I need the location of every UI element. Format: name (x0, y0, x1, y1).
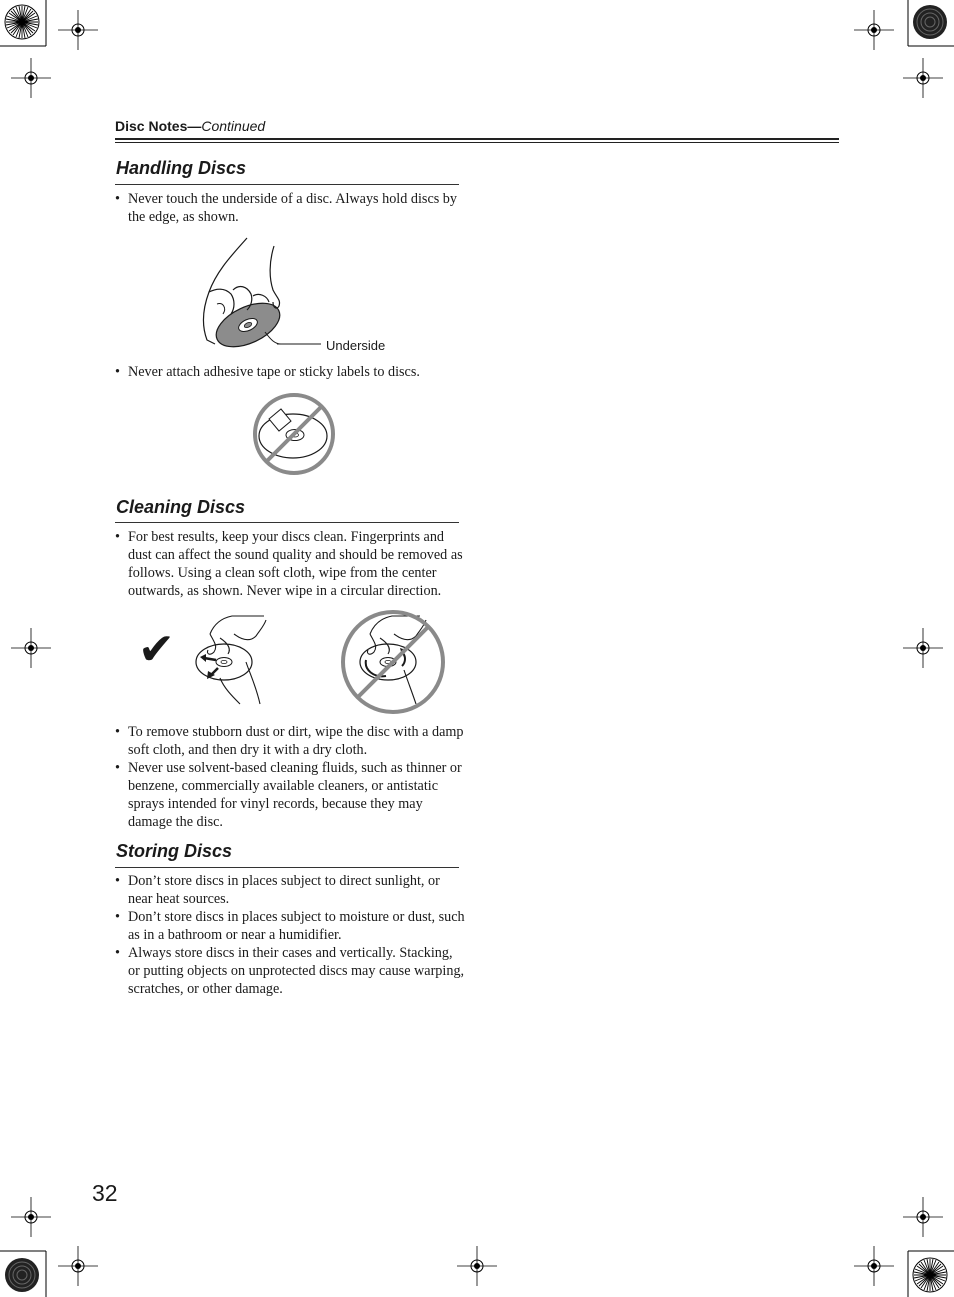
cleaning-discs-rule (115, 522, 459, 523)
running-header (115, 118, 265, 134)
header-rule-thin (115, 142, 839, 143)
handling-discs-heading: Handling Discs (116, 158, 247, 178)
handling-bullets-2 (115, 363, 465, 381)
storing-bullet-3: • Always store discs in their cases and vertically. Stacking, or putting objects on unprotected discs may cause warping, scratches, or other damage. (115, 944, 465, 998)
cleaning-bullets-2 (115, 723, 465, 831)
underside-label: Underside (326, 338, 386, 353)
check-mark-icon: ✔ (138, 624, 175, 675)
storing-discs-rule (115, 867, 459, 868)
handling-bullet-2: • Never attach adhesive tape or sticky labels to discs. (115, 363, 465, 381)
running-header-section: Disc Notes— (115, 118, 202, 134)
storing-bullet-1: • Don’t store discs in places subject to direct sunlight, or near heat sources. (115, 872, 465, 908)
running-header-continued: Continued (201, 118, 266, 134)
storing-discs-heading: Storing Discs (116, 841, 233, 861)
handling-discs-rule (115, 184, 459, 185)
hand-holding-disc-illustration (195, 232, 335, 357)
storing-bullet-2: • Don’t store discs in places subject to moisture or dust, such as in a bathroom or near a humidifier. (115, 908, 465, 944)
correct-wiping-illustration (190, 612, 280, 707)
handling-bullets-1 (115, 190, 465, 226)
no-sticky-label-illustration (251, 391, 337, 477)
page-number: 32 (92, 1180, 118, 1206)
storing-bullets (115, 872, 465, 998)
handling-bullet-1: • Never touch the underside of a disc. Always hold discs by the edge, as shown. (115, 190, 465, 226)
incorrect-wiping-illustration (340, 608, 448, 716)
cleaning-bullet-2: • To remove stubborn dust or dirt, wipe the disc with a damp soft cloth, and then dry it with a dry cloth. (115, 723, 465, 759)
cleaning-discs-heading: Cleaning Discs (116, 497, 246, 517)
cleaning-bullets-1 (115, 528, 465, 600)
cleaning-bullet-3: • Never use solvent-based cleaning fluids, such as thinner or benzene, commercially available cleaners, or antistatic sprays intended for vinyl records, because they may damage the disc. (115, 759, 465, 831)
cleaning-bullet-1: • For best results, keep your discs clean. Fingerprints and dust can affect the sound quality and should be removed as follows. Using a clean soft cloth, wipe from the center outwards, as shown. Never wipe in a circular direction. (115, 528, 465, 600)
header-rule-thick (115, 138, 839, 140)
